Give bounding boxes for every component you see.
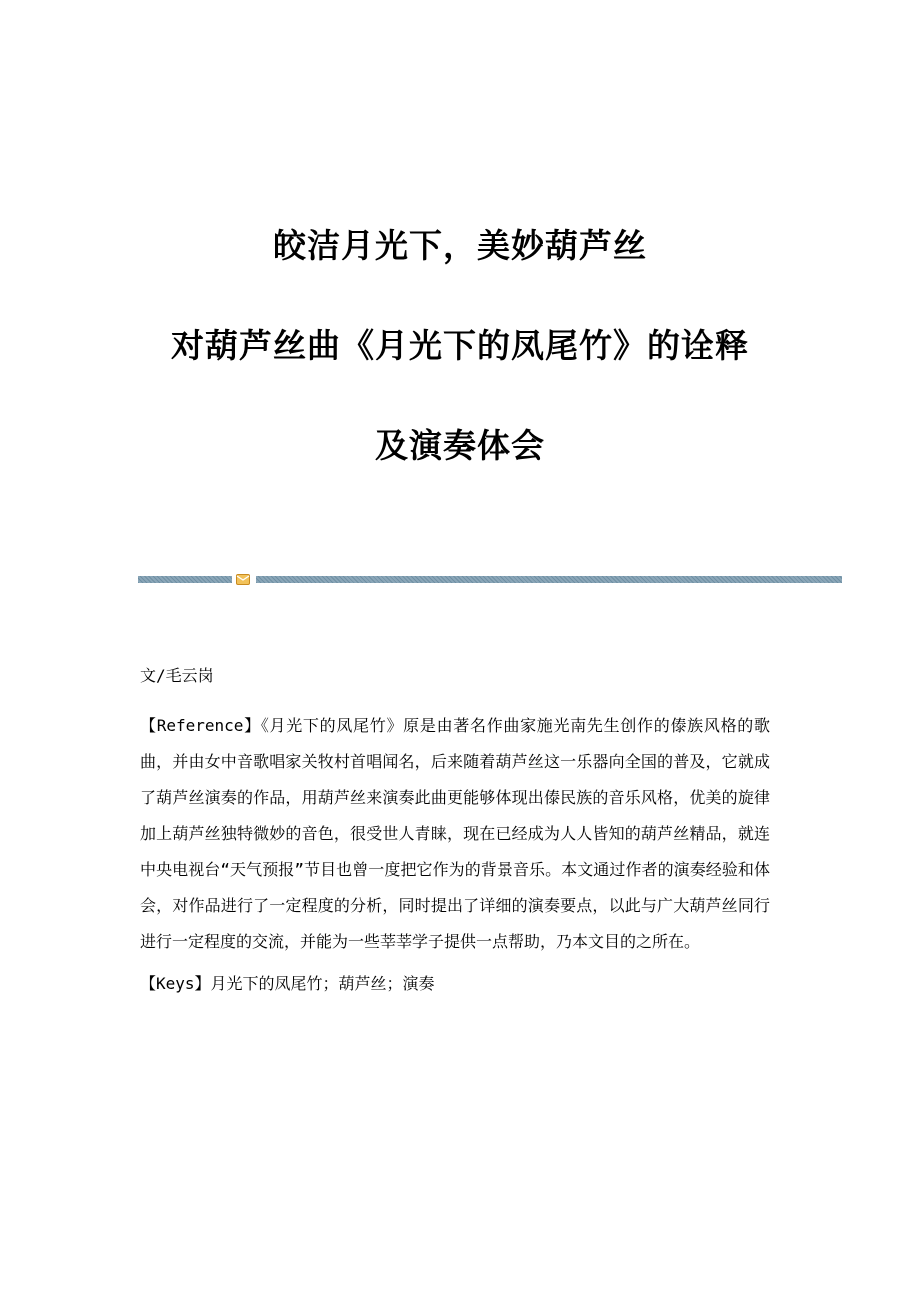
abstract-text: 《月光下的凤尾竹》原是由著名作曲家施光南先生创作的傣族风格的歌曲，并由女中音歌唱家关牧村首唱闻名，后来随着葫芦丝这一乐器向全国的普及，它就成了葫芦丝演奏的作品，用葫芦丝来演奏此曲更能够体现出傣民族的音乐风格，优美的旋律加上葫芦丝独特微妙的音色，很受世人青睐，现在已经成为人人皆知的葫芦丝精品，就连中央电视台“天气预报”节目也曾一度把它作为的背景音乐。本文通过作者的演奏经验和体会，对作品进行了一定程度的分析，同时提出了详细的演奏要点，以此与广大葫芦丝同行进行一定程度的交流，并能为一些莘莘学子提供一点帮助，乃本文目的之所在。 bbox=[140, 716, 770, 951]
keywords-line bbox=[140, 972, 770, 996]
envelope-ornament-icon bbox=[236, 574, 250, 585]
author-line: 文/毛云岗 bbox=[140, 666, 214, 685]
document-title bbox=[0, 196, 920, 496]
keywords-text: 月光下的凤尾竹；葫芦丝；演奏 bbox=[210, 974, 435, 993]
title-line-3: 及演奏体会 bbox=[375, 426, 545, 465]
abstract-label: 【Reference】 bbox=[140, 716, 261, 735]
title-line-1: 皎洁月光下，美妙葫芦丝 bbox=[273, 226, 647, 265]
title-line-2: 对葫芦丝曲《月光下的凤尾竹》的诠释 bbox=[171, 326, 749, 365]
divider-bar-right bbox=[256, 576, 842, 583]
article-body bbox=[140, 664, 770, 996]
abstract-paragraph bbox=[140, 708, 770, 960]
keywords-label: 【Keys】 bbox=[140, 974, 211, 993]
divider-bar-left bbox=[138, 576, 232, 583]
decorative-divider bbox=[138, 574, 842, 584]
